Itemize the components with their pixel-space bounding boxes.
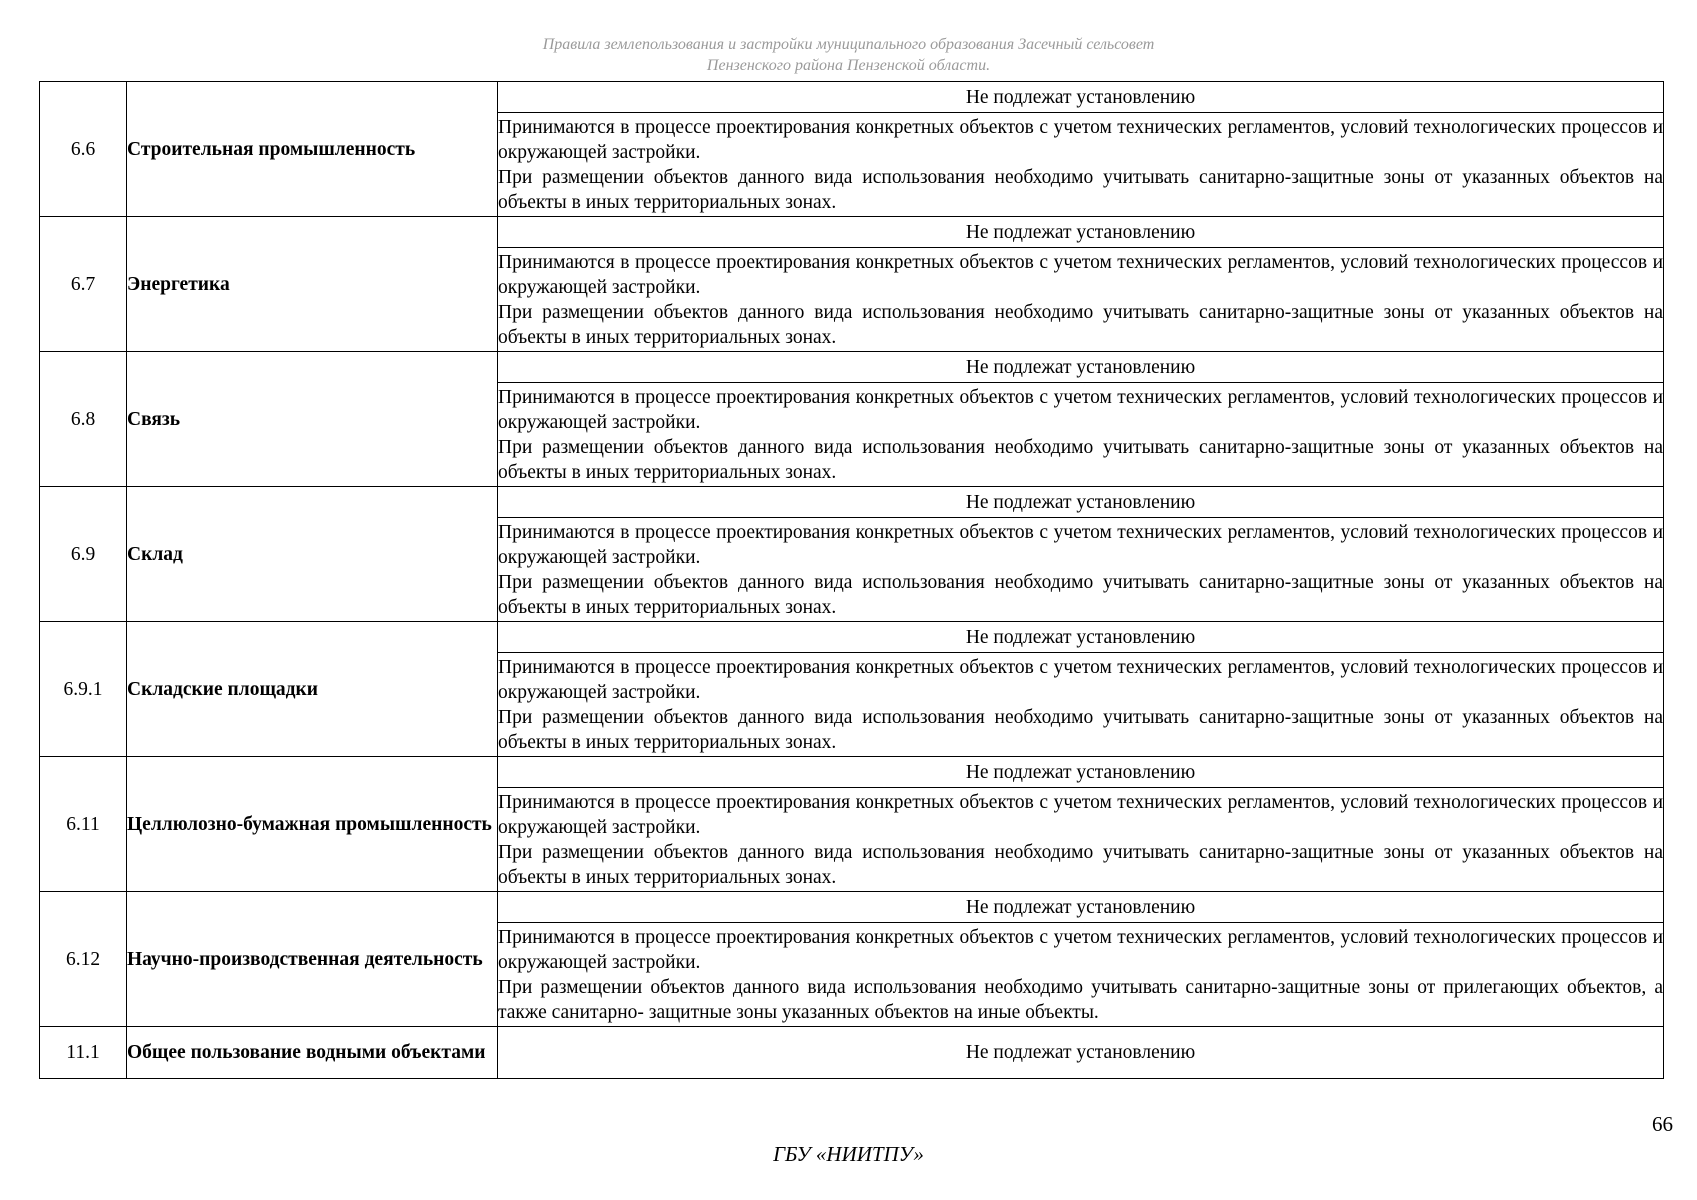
- row-description-para-1: Принимаются в процессе проектирования конкретных объектов с учетом технических регламентов, условий технологических процессов и окружающей застройки.: [498, 251, 1663, 298]
- row-name: Целлюлозно-бумажная промышленность: [127, 757, 498, 892]
- row-name: Общее пользование водными объектами: [127, 1027, 498, 1079]
- table-row: [40, 1027, 1664, 1079]
- table-row: [40, 217, 1664, 248]
- table-row: [40, 757, 1664, 788]
- row-description: [498, 923, 1664, 1027]
- row-description-para-2: При размещении объектов данного вида использования необходимо учитывать санитарно-защитные зоны от указанных объектов на объекты в иных территориальных зонах.: [498, 301, 1663, 348]
- table-row: [40, 487, 1664, 518]
- row-name: Научно-производственная деятельность: [127, 892, 498, 1027]
- row-status: Не подлежат установлению: [498, 82, 1664, 113]
- row-description-para-2: При размещении объектов данного вида использования необходимо учитывать санитарно-защитные зоны от указанных объектов на объекты в иных территориальных зонах.: [498, 571, 1663, 618]
- row-description-para-1: Принимаются в процессе проектирования конкретных объектов с учетом технических регламентов, условий технологических процессов и окружающей застройки.: [498, 926, 1663, 973]
- row-name: Складские площадки: [127, 622, 498, 757]
- row-description-para-2: При размещении объектов данного вида использования необходимо учитывать санитарно-защитные зоны от указанных объектов на объекты в иных территориальных зонах.: [498, 166, 1663, 213]
- zone-regulations-table: [39, 81, 1664, 1079]
- row-description-para-2: При размещении объектов данного вида использования необходимо учитывать санитарно-защитные зоны от прилегающих объектов, а также санитарно- защитные зоны указанных объектов на иные объекты.: [498, 976, 1663, 1023]
- row-description-para-1: Принимаются в процессе проектирования конкретных объектов с учетом технических регламентов, условий технологических процессов и окружающей застройки.: [498, 791, 1663, 838]
- row-status: Не подлежат установлению: [498, 352, 1664, 383]
- row-status: Не подлежат установлению: [498, 1027, 1664, 1079]
- row-description-para-1: Принимаются в процессе проектирования конкретных объектов с учетом технических регламентов, условий технологических процессов и окружающей застройки.: [498, 656, 1663, 703]
- running-header: [0, 34, 1697, 76]
- row-status: Не подлежат установлению: [498, 487, 1664, 518]
- running-header-line-1: Правила землепользования и застройки муниципального образования Засечный сельсовет: [542, 36, 1155, 53]
- row-name: Строительная промышленность: [127, 82, 498, 217]
- row-status: Не подлежат установлению: [498, 757, 1664, 788]
- row-code: 6.9.1: [40, 622, 127, 757]
- row-status: Не подлежат установлению: [498, 622, 1664, 653]
- row-description-para-2: При размещении объектов данного вида использования необходимо учитывать санитарно-защитные зоны от указанных объектов на объекты в иных территориальных зонах.: [498, 706, 1663, 753]
- row-name: Склад: [127, 487, 498, 622]
- row-description-para-1: Принимаются в процессе проектирования конкретных объектов с учетом технических регламентов, условий технологических процессов и окружающей застройки.: [498, 116, 1663, 163]
- row-status: Не подлежат установлению: [498, 892, 1664, 923]
- row-description: [498, 113, 1664, 217]
- row-code: 6.7: [40, 217, 127, 352]
- table-row: [40, 82, 1664, 113]
- row-description: [498, 248, 1664, 352]
- footer-organization: ГБУ «НИИТПУ»: [773, 1142, 924, 1166]
- row-description-para-1: Принимаются в процессе проектирования конкретных объектов с учетом технических регламентов, условий технологических процессов и окружающей застройки.: [498, 386, 1663, 433]
- row-code: 6.12: [40, 892, 127, 1027]
- row-code: 11.1: [40, 1027, 127, 1079]
- table-row: [40, 352, 1664, 383]
- row-description: [498, 653, 1664, 757]
- running-header-line-2: Пензенского района Пензенской области.: [706, 57, 991, 74]
- row-description: [498, 383, 1664, 487]
- row-description-para-1: Принимаются в процессе проектирования конкретных объектов с учетом технических регламентов, условий технологических процессов и окружающей застройки.: [498, 521, 1663, 568]
- row-description-para-2: При размещении объектов данного вида использования необходимо учитывать санитарно-защитные зоны от указанных объектов на объекты в иных территориальных зонах.: [498, 436, 1663, 483]
- row-description: [498, 518, 1664, 622]
- row-name: Связь: [127, 352, 498, 487]
- row-code: 6.8: [40, 352, 127, 487]
- row-code: 6.9: [40, 487, 127, 622]
- row-code: 6.6: [40, 82, 127, 217]
- page-number: 66: [1652, 1112, 1673, 1136]
- table-row: [40, 622, 1664, 653]
- row-code: 6.11: [40, 757, 127, 892]
- row-name: Энергетика: [127, 217, 498, 352]
- row-description-para-2: При размещении объектов данного вида использования необходимо учитывать санитарно-защитные зоны от указанных объектов на объекты в иных территориальных зонах.: [498, 841, 1663, 888]
- row-status: Не подлежат установлению: [498, 217, 1664, 248]
- row-description: [498, 788, 1664, 892]
- table-row: [40, 892, 1664, 923]
